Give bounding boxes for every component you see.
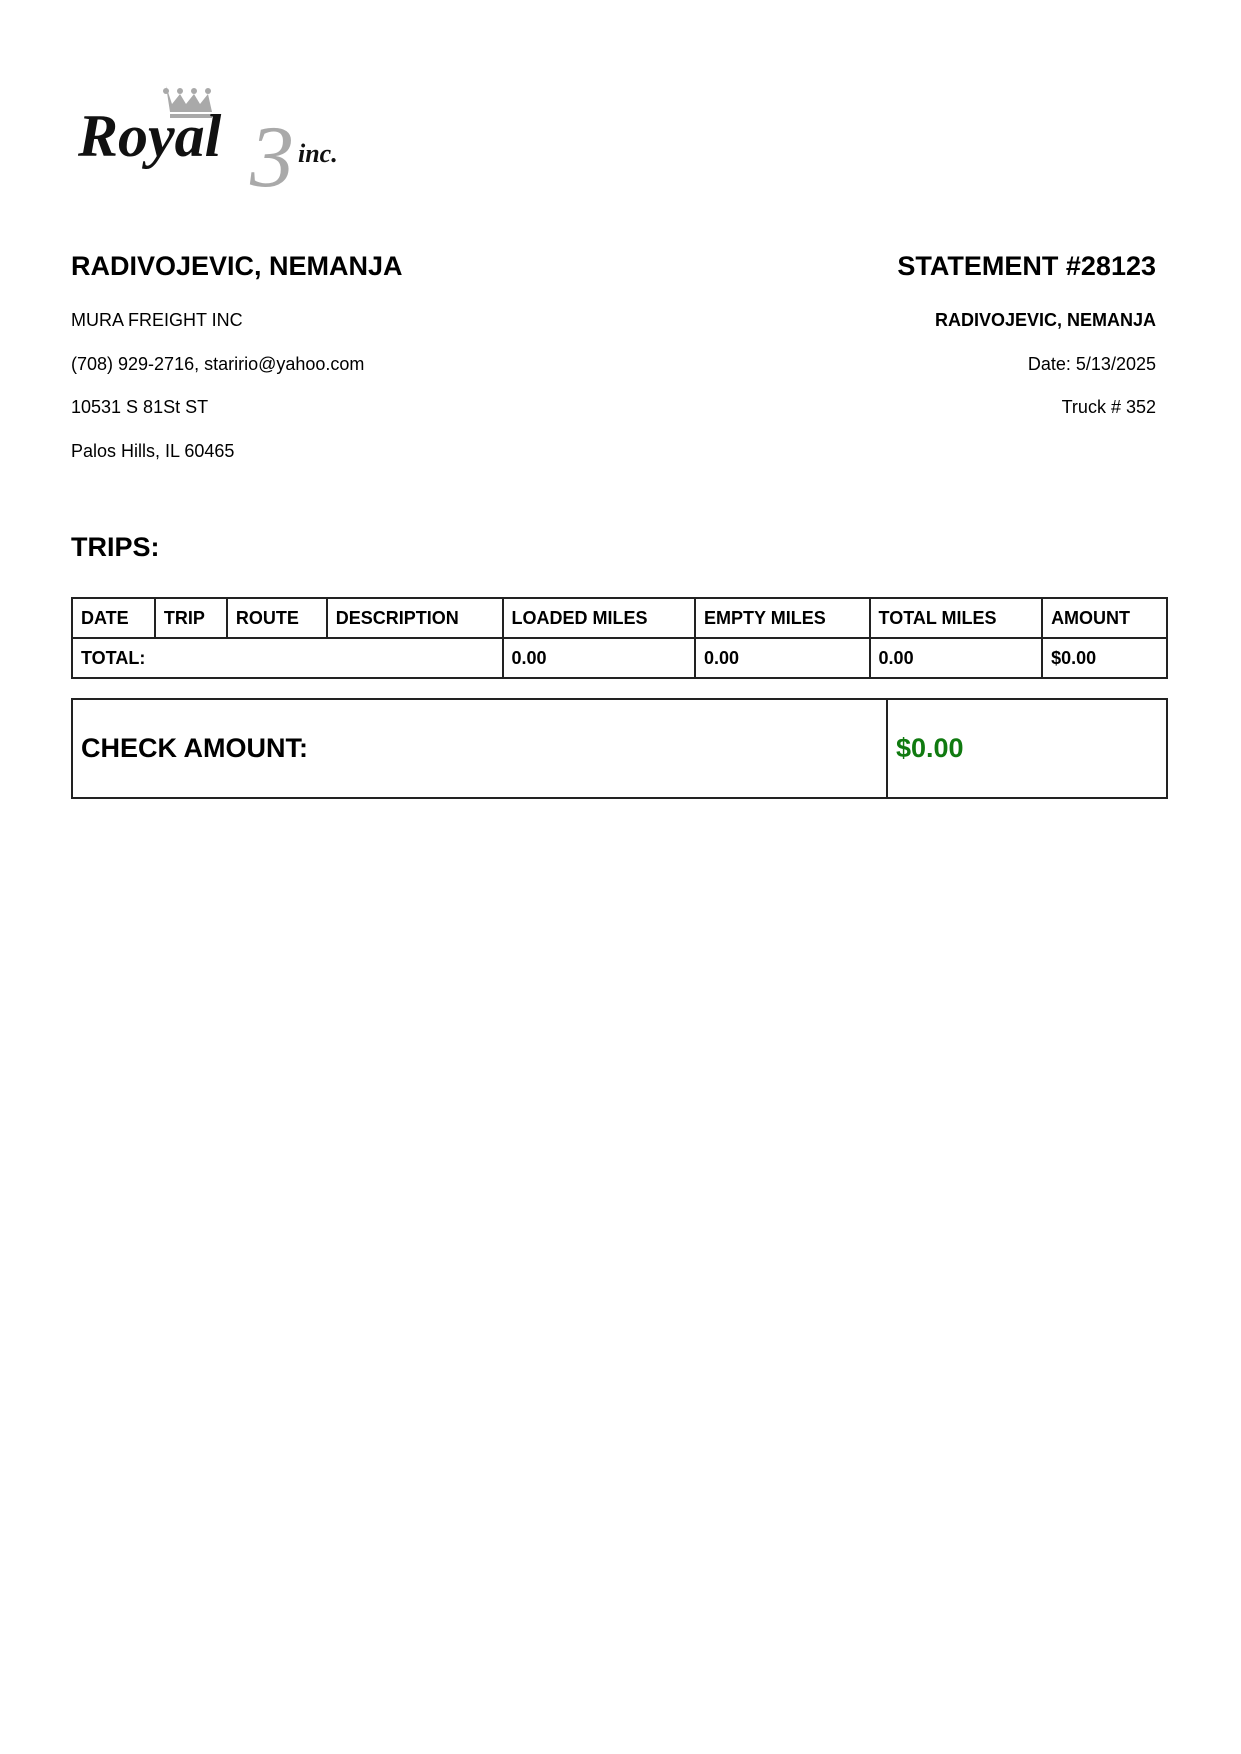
statement-name: RADIVOJEVIC, NEMANJA <box>934 310 1156 330</box>
column-header-route: ROUTE <box>227 598 327 638</box>
column-header-loaded-miles: LOADED MILES <box>503 598 696 638</box>
trips-heading: TRIPS: <box>71 532 160 562</box>
check-amount-row <box>72 699 1167 798</box>
trips-header-row <box>72 598 1167 638</box>
column-header-empty-miles: EMPTY MILES <box>695 598 870 638</box>
trips-total-row <box>72 638 1167 678</box>
statement-number-heading: STATEMENT #28123 <box>897 251 1156 281</box>
check-amount-table <box>71 698 1168 799</box>
statement-date: Date: 5/13/2025 <box>1027 353 1156 374</box>
driver-company: MURA FREIGHT INC <box>71 310 243 330</box>
logo-royal-text: Royal <box>78 103 222 169</box>
logo-numeral-text: 3 <box>250 109 294 194</box>
statement-truck: Truck # 352 <box>1061 397 1156 417</box>
company-logo <box>78 74 388 194</box>
column-header-total-miles: TOTAL MILES <box>870 598 1043 638</box>
total-total-miles: 0.00 <box>870 638 1043 678</box>
driver-contact: (708) 929-2716, staririo@yahoo.com <box>71 353 365 374</box>
total-empty-miles: 0.00 <box>695 638 870 678</box>
total-amount: $0.00 <box>1042 638 1167 678</box>
driver-name-heading: RADIVOJEVIC, NEMANJA <box>71 251 403 281</box>
column-header-description: DESCRIPTION <box>327 598 503 638</box>
driver-address-line1: 10531 S 81St ST <box>71 397 209 417</box>
driver-info-block <box>71 308 364 482</box>
check-amount-label: CHECK AMOUNT: <box>72 699 887 798</box>
check-amount-value: $0.00 <box>887 699 1167 798</box>
column-header-trip: TRIP <box>155 598 227 638</box>
royal3-logo-graphic <box>78 74 388 194</box>
total-loaded-miles: 0.00 <box>503 638 696 678</box>
column-header-date: DATE <box>72 598 155 638</box>
trips-table <box>71 597 1168 679</box>
total-label: TOTAL: <box>72 638 503 678</box>
driver-address-line2: Palos Hills, IL 60465 <box>71 440 235 461</box>
statement-info-block <box>935 308 1156 439</box>
column-header-amount: AMOUNT <box>1042 598 1167 638</box>
logo-inc-text: inc. <box>298 139 338 168</box>
